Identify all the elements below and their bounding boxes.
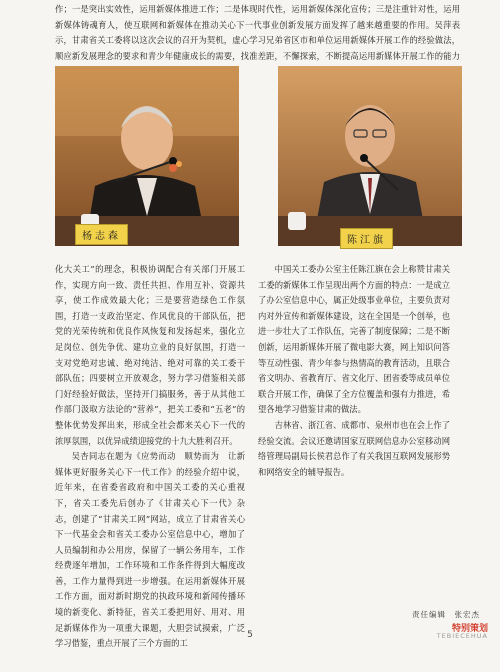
right-column-text bbox=[258, 262, 450, 602]
left-paragraph-2: 吴杏同志在题为《应势而动 顺势而为 让新媒体更好服务关心下一代工作》的经验介绍中说，近年来，在省委省政府和中国关工委的关心重视下，省关工委先后创办了《甘肃关心下一代》杂志，创建了“甘肃关工网”网站，成立了甘肃省关心下一代基金会和省关工委办公室信息中心，增加了人员编制和办公用房，保留了一辆公务用车，工作经费逐年增加，工作环境和工作条件得到大幅度改善，工作力量得到进一步增强。在运用新媒体开展工作方面，面对新时期党的执政环境和新闻传播环境的新变化、新特征，省关工委把用好、用对、用足新媒体作为一项重大课题，大胆尝试摸索，广泛学习借鉴，重点开展了三个方面的工 bbox=[55, 451, 245, 649]
section-subtitle: TEBIECEHUA bbox=[436, 632, 488, 640]
speaker-photo-right bbox=[278, 66, 462, 246]
nameplate-right: 陈江旗 bbox=[340, 228, 393, 249]
right-paragraph-1: 中国关工委办公室主任陈江旗在会上称赞甘肃关工委的新媒体工作呈现出两个方面的特点：一是成立了办公室信息中心，属正处级事业单位，主要负责对内对外宣传和新媒体建设，这在全国是一个创举，也进一步壮大了工作队伍，完善了制度保障；二是不断创新，运用新媒体开展了微电影大赛，网上知识问答等互动性强、青少年参与热情高的教育活动，且联合省文明办、省教育厅、省文化厅、团省委等成员单位联合开展工作，确保了全方位覆盖和强有力推进，希望各地学习借鉴甘肃的做法。 bbox=[258, 264, 450, 415]
speaker-photo-left-image bbox=[55, 66, 239, 246]
section-title: 特别策划 bbox=[451, 624, 488, 634]
top-paragraph: 作；一是突出实效性，运用新媒体推进工作；二是体现时代性，运用新媒体深化宣传；三是注重针对性，运用新媒体铸魂育人，使互联网和新媒体在推动关心下一代事业创新发展方面发挥了越来越重要的作用。吴萍表示，甘肃省关工委将以这次会议的召开为契机，虚心学习兄弟省区市和单位运用新媒体开展工作的经验做法，顺应新发展理念的要求和青少年健康成长的需要，找准差距，不懈探索，不断提高运用新媒体开展工作的能力 bbox=[55, 4, 460, 61]
speaker-photo-right-image bbox=[278, 66, 462, 246]
left-column-text bbox=[55, 262, 245, 649]
top-article-text bbox=[55, 2, 460, 61]
right-paragraph-2: 吉林省、浙江省、成都市、泉州市也在会上作了经验交流。会议还邀请国家互联网信息办公室移动网络管理局副局长侯君总作了有关我国互联网发展形势和网络安全的辅导报告。 bbox=[258, 419, 450, 477]
editor-credit: 责任编辑 张宏杰 bbox=[412, 610, 480, 619]
page-number: 5 bbox=[247, 630, 253, 640]
left-paragraph-1: 化大关工”的理念，积极协调配合有关部门开展工作，实现方向一致、责任共担、作用互补、资源共享，使工作成效最大化；三是要营造绿色工作氛围，打造一支政治坚定、作风优良的干部队伍，把党的光荣传统和优良作风恢复和发扬起来，强化立足岗位、创先争优、建功立业的良好氛围，打造一支对党绝对忠诚、绝对纯洁、绝对可靠的关工委干部队伍；四要树立开放观念，努力学习借鉴相关部门好经验好做法，坚持开门搞服务，善于从其他工作部门汲取方法论的“营养”，把关工委和“五老”的整体优势发挥出来，形成全社会都来关心下一代的浓厚氛围，以优异成绩迎接党的十九大胜利召开。 bbox=[55, 264, 245, 446]
speaker-photo-left bbox=[55, 66, 239, 246]
nameplate-left: 杨志森 bbox=[75, 224, 128, 245]
